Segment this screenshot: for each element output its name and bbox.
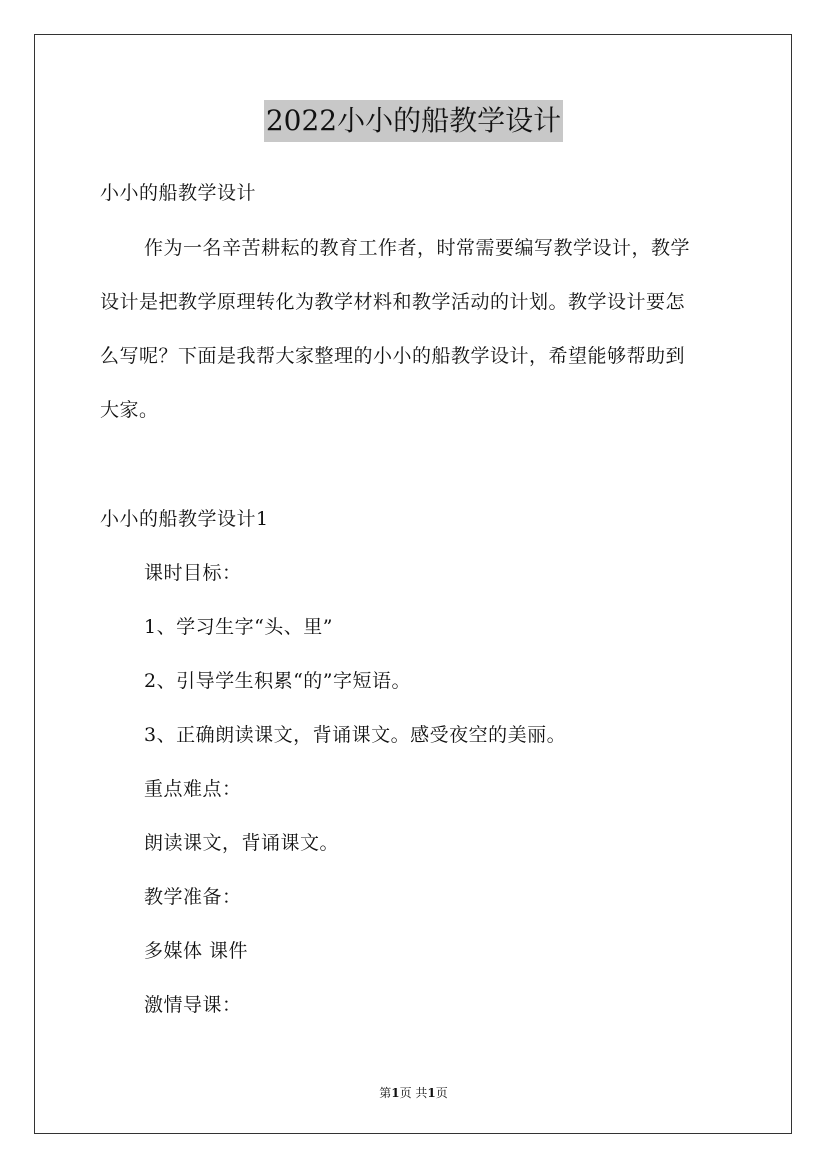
page-footer [0, 1085, 827, 1101]
objective-item-3: 3、正确朗读课文，背诵课文。感受夜空的美丽。 [144, 724, 567, 746]
key-points-text: 朗读课文，背诵课文。 [144, 832, 340, 854]
lead-in-label: 激情导课： [144, 994, 242, 1016]
intro-paragraph-line-4: 大家。 [100, 399, 159, 421]
design-1-heading: 小小的船教学设计1 [100, 508, 269, 530]
intro-paragraph-line-3: 么写呢？下面是我帮大家整理的小小的船教学设计，希望能够帮助到 [100, 345, 686, 367]
footer-page-number: 1 [391, 1086, 400, 1100]
footer-mid: 页 共 [399, 1086, 428, 1100]
objective-item-1: 1、学习生字“头、里” [144, 616, 334, 638]
key-points-label: 重点难点： [144, 778, 242, 800]
intro-paragraph-line-1: 作为一名辛苦耕耘的教育工作者，时常需要编写教学设计，教学 [144, 237, 691, 259]
objectives-label: 课时目标： [144, 562, 242, 584]
footer-page-total: 1 [427, 1086, 436, 1100]
section-heading: 小小的船教学设计 [100, 182, 257, 204]
intro-paragraph-line-2: 设计是把教学原理转化为教学材料和教学活动的计划。教学设计要怎 [100, 291, 686, 313]
footer-prefix: 第 [379, 1086, 392, 1100]
title-container [0, 100, 827, 142]
preparation-text: 多媒体 课件 [144, 940, 249, 962]
objective-item-2: 2、引导学生积累“的”字短语。 [144, 670, 412, 692]
document-title: 2022小小的船教学设计 [264, 100, 563, 142]
preparation-label: 教学准备： [144, 886, 242, 908]
footer-suffix: 页 [435, 1086, 448, 1100]
